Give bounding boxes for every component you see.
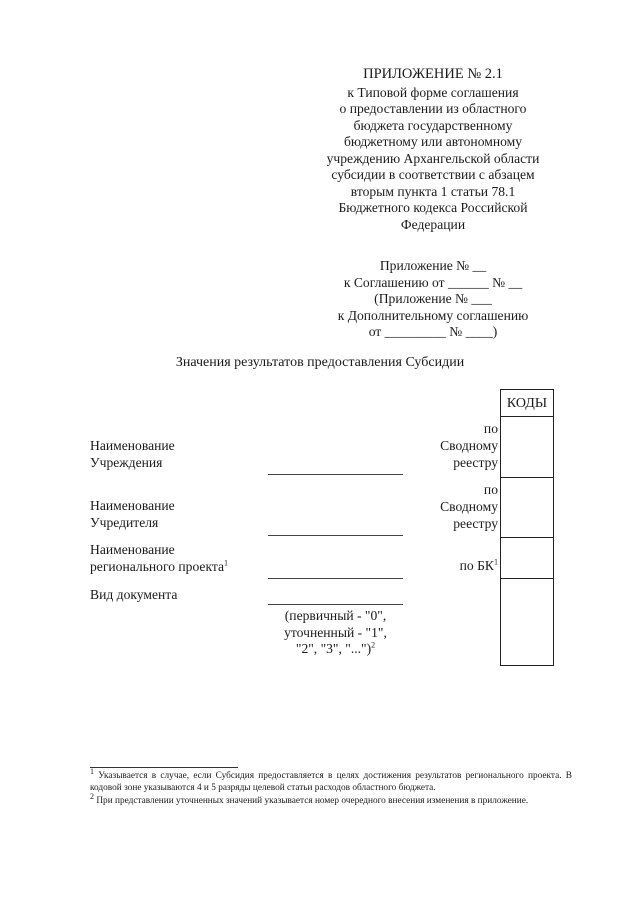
project-label: Наименование регионального проекта$^1$ xyxy=(90,542,229,574)
project-bk-label: по $БК^1$ xyxy=(459,557,498,573)
founder-registry-label: по Сводному реестру xyxy=(440,482,498,531)
doc-type-note: (первичный - "0", уточненный - "1", "2", "3", "...")$^2$ xyxy=(284,608,387,656)
code-cell-institution xyxy=(501,417,553,478)
project-field-line xyxy=(268,578,403,579)
footnote-separator xyxy=(90,767,238,768)
founder-field-line xyxy=(268,535,403,536)
header-line: бюджетному или автономному xyxy=(343,134,523,149)
doc-type-field-line xyxy=(268,604,403,605)
code-cell-project xyxy=(501,538,553,579)
attachment-line: Приложение № __ xyxy=(379,258,487,273)
attachment-block xyxy=(318,258,548,341)
code-cell-founder xyxy=(501,478,553,538)
header-line: учреждению Архангельской области xyxy=(326,150,540,166)
header-line: бюджета государственному xyxy=(353,117,513,133)
header-line: Федерации xyxy=(400,216,466,232)
header-line: о предоставлении из областного xyxy=(339,101,527,116)
institution-field-line xyxy=(268,474,403,475)
footnote-2: $^2$ При представлении уточненных значений указывается номер очередного внесения изменения в приложение. xyxy=(90,791,529,806)
doc-type-label: Вид документа xyxy=(90,587,178,602)
appendix-title: ПРИЛОЖЕНИЕ № 2.1 xyxy=(363,66,503,82)
institution-registry-label: по Сводному реестру xyxy=(440,421,498,470)
institution-label: Наименование Учреждения xyxy=(90,438,175,470)
header-line: вторым пункта 1 статьи 78.1 xyxy=(350,183,516,199)
attachment-line: от _________ № ____) xyxy=(368,324,498,339)
header-line: к Типовой форме соглашения xyxy=(347,84,519,100)
attachment-line: к Соглашению от ______ № __ xyxy=(343,274,523,290)
header-block xyxy=(318,66,548,233)
header-line: субсидии в соответствии с абзацем xyxy=(331,167,535,182)
header-line: Бюджетного кодекса Российской xyxy=(338,200,528,215)
page-title: Значения результатов предоставления Субсидии xyxy=(175,355,465,370)
attachment-line: к Дополнительному соглашению xyxy=(337,307,529,323)
founder-label: Наименование Учредителя xyxy=(90,498,175,530)
attachment-line: (Приложение № ___ xyxy=(374,291,492,306)
codes-table xyxy=(500,389,554,666)
code-cell-doc-type xyxy=(501,579,553,666)
codes-header: КОДЫ xyxy=(501,390,553,417)
footnote-1: $^1$ Указывается в случае, если Субсидия предоставляется в целях достижения результатов регионального проекта. В кодовой зоне указываются 4 и 5 разряды целевой статьи расходов областного бюджета. xyxy=(90,766,572,793)
